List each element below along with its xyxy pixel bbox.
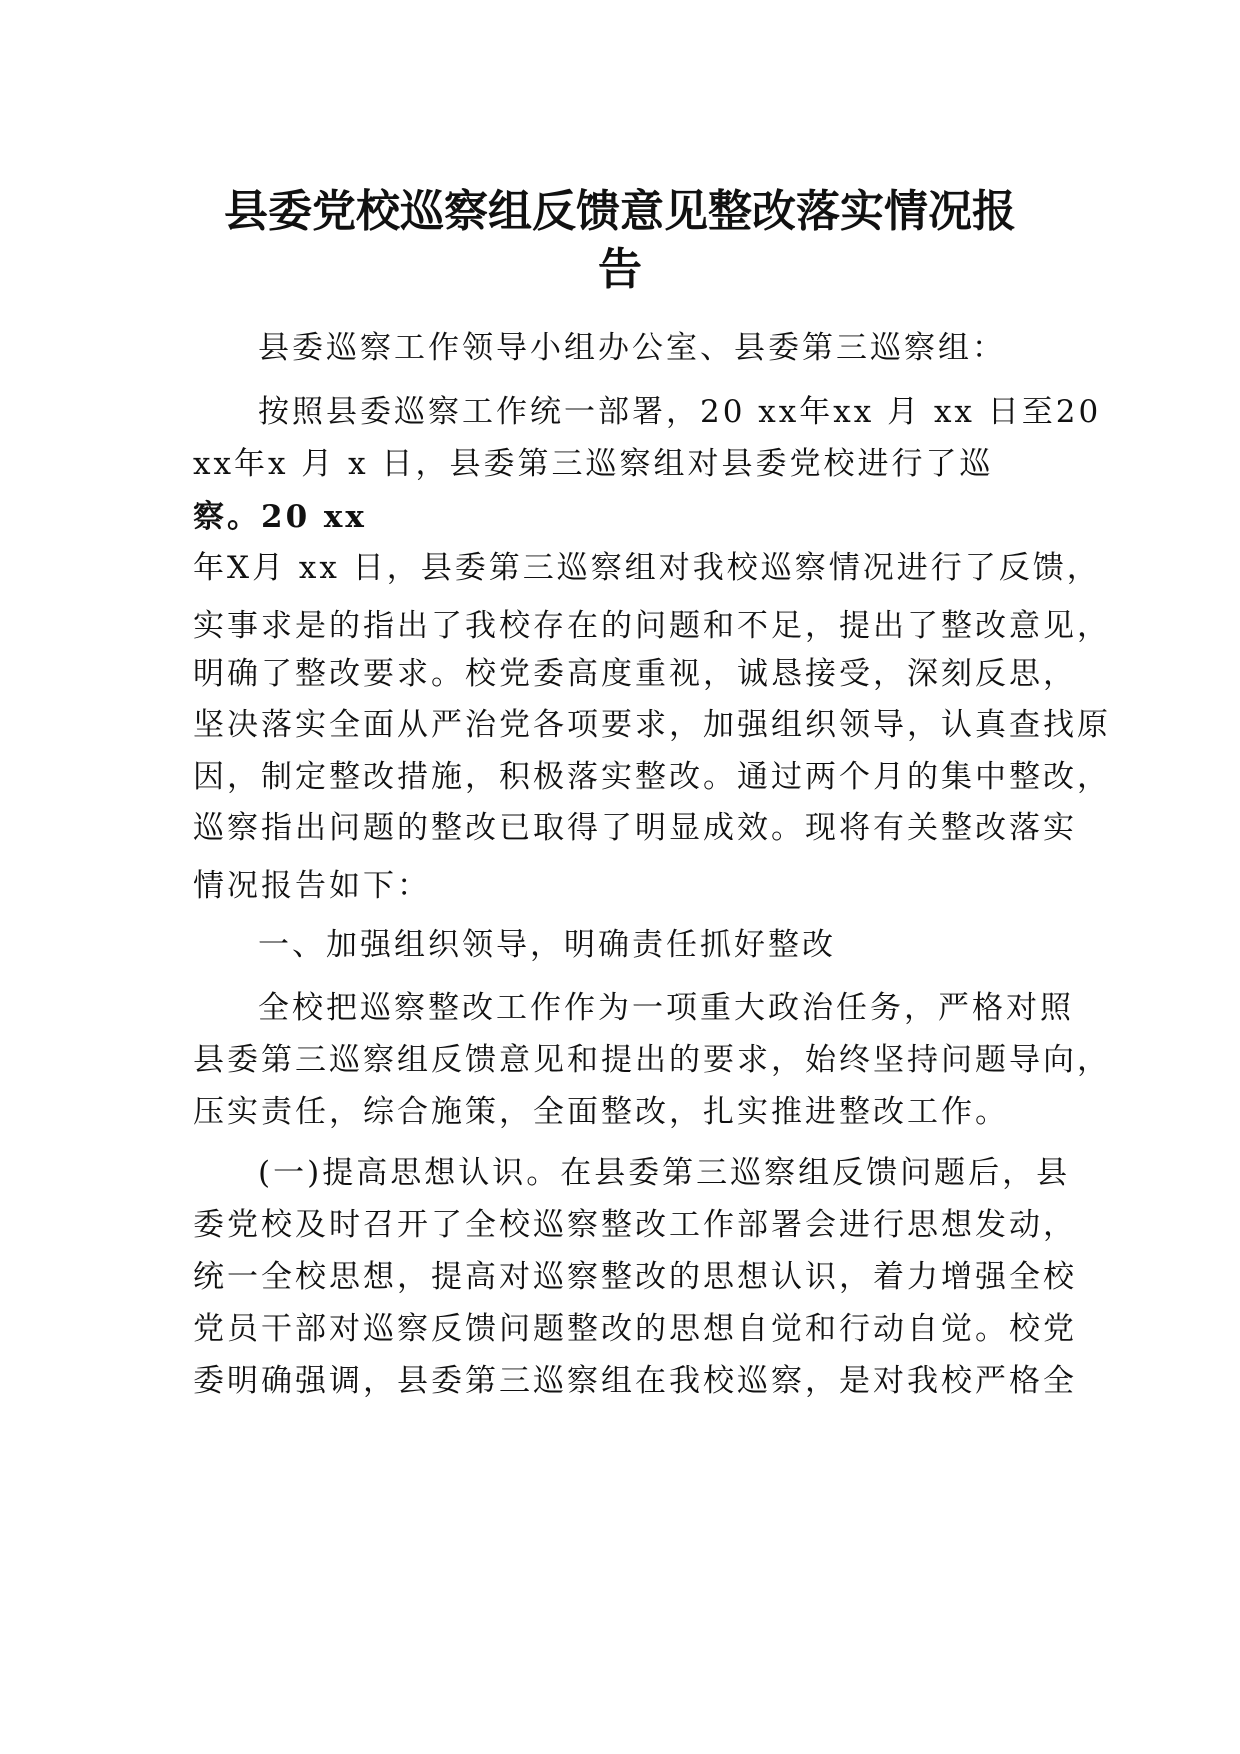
- document-title-line-2: 告: [598, 244, 642, 295]
- body-line: 实事求是的指出了我校存在的问题和不足，提出了整改意见，: [193, 608, 1111, 644]
- body-line: 坚决落实全面从严治党各项要求，加强组织领导，认真查找原: [193, 707, 1111, 743]
- body-line: 压实责任，综合施策，全面整改，扎实推进整改工作。: [193, 1094, 1009, 1130]
- body-line: xx年x 月 x 日，县委第三巡察组对县委党校进行了巡: [193, 446, 994, 482]
- body-line: 因，制定整改措施，积极落实整改。通过两个月的集中整改，: [193, 759, 1111, 795]
- section-heading: 一、加强组织领导，明确责任抓好整改: [258, 927, 836, 963]
- body-line: 明确了整改要求。校党委高度重视，诚恳接受，深刻反思，: [193, 656, 1077, 692]
- body-line: 情况报告如下：: [193, 868, 431, 904]
- body-line: 统一全校思想，提高对巡察整改的思想认识，着力增强全校: [193, 1259, 1077, 1295]
- body-line: 年X月 xx 日，县委第三巡察组对我校巡察情况进行了反馈，: [193, 550, 1101, 586]
- body-line: 委明确强调，县委第三巡察组在我校巡察，是对我校严格全: [193, 1363, 1077, 1399]
- document-title-line-1: 县委党校巡察组反馈意见整改落实情况报: [224, 186, 1016, 237]
- body-line: (一)提高思想认识。在县委第三巡察组反馈问题后，县: [258, 1155, 1071, 1191]
- body-line: 按照县委巡察工作统一部署，20 xx年xx 月 xx 日至20: [258, 394, 1102, 430]
- body-line: 巡察指出问题的整改已取得了明显成效。现将有关整改落实: [193, 810, 1077, 846]
- body-line: 察。20 xx: [193, 499, 367, 535]
- body-line: 全校把巡察整改工作作为一项重大政治任务，严格对照: [258, 990, 1074, 1026]
- body-line: 委党校及时召开了全校巡察整改工作部署会进行思想发动，: [193, 1207, 1077, 1243]
- body-line: 党员干部对巡察反馈问题整改的思想自觉和行动自觉。校党: [193, 1311, 1077, 1347]
- body-line: 县委第三巡察组反馈意见和提出的要求，始终坚持问题导向，: [193, 1042, 1111, 1078]
- salutation: 县委巡察工作领导小组办公室、县委第三巡察组：: [258, 330, 1006, 366]
